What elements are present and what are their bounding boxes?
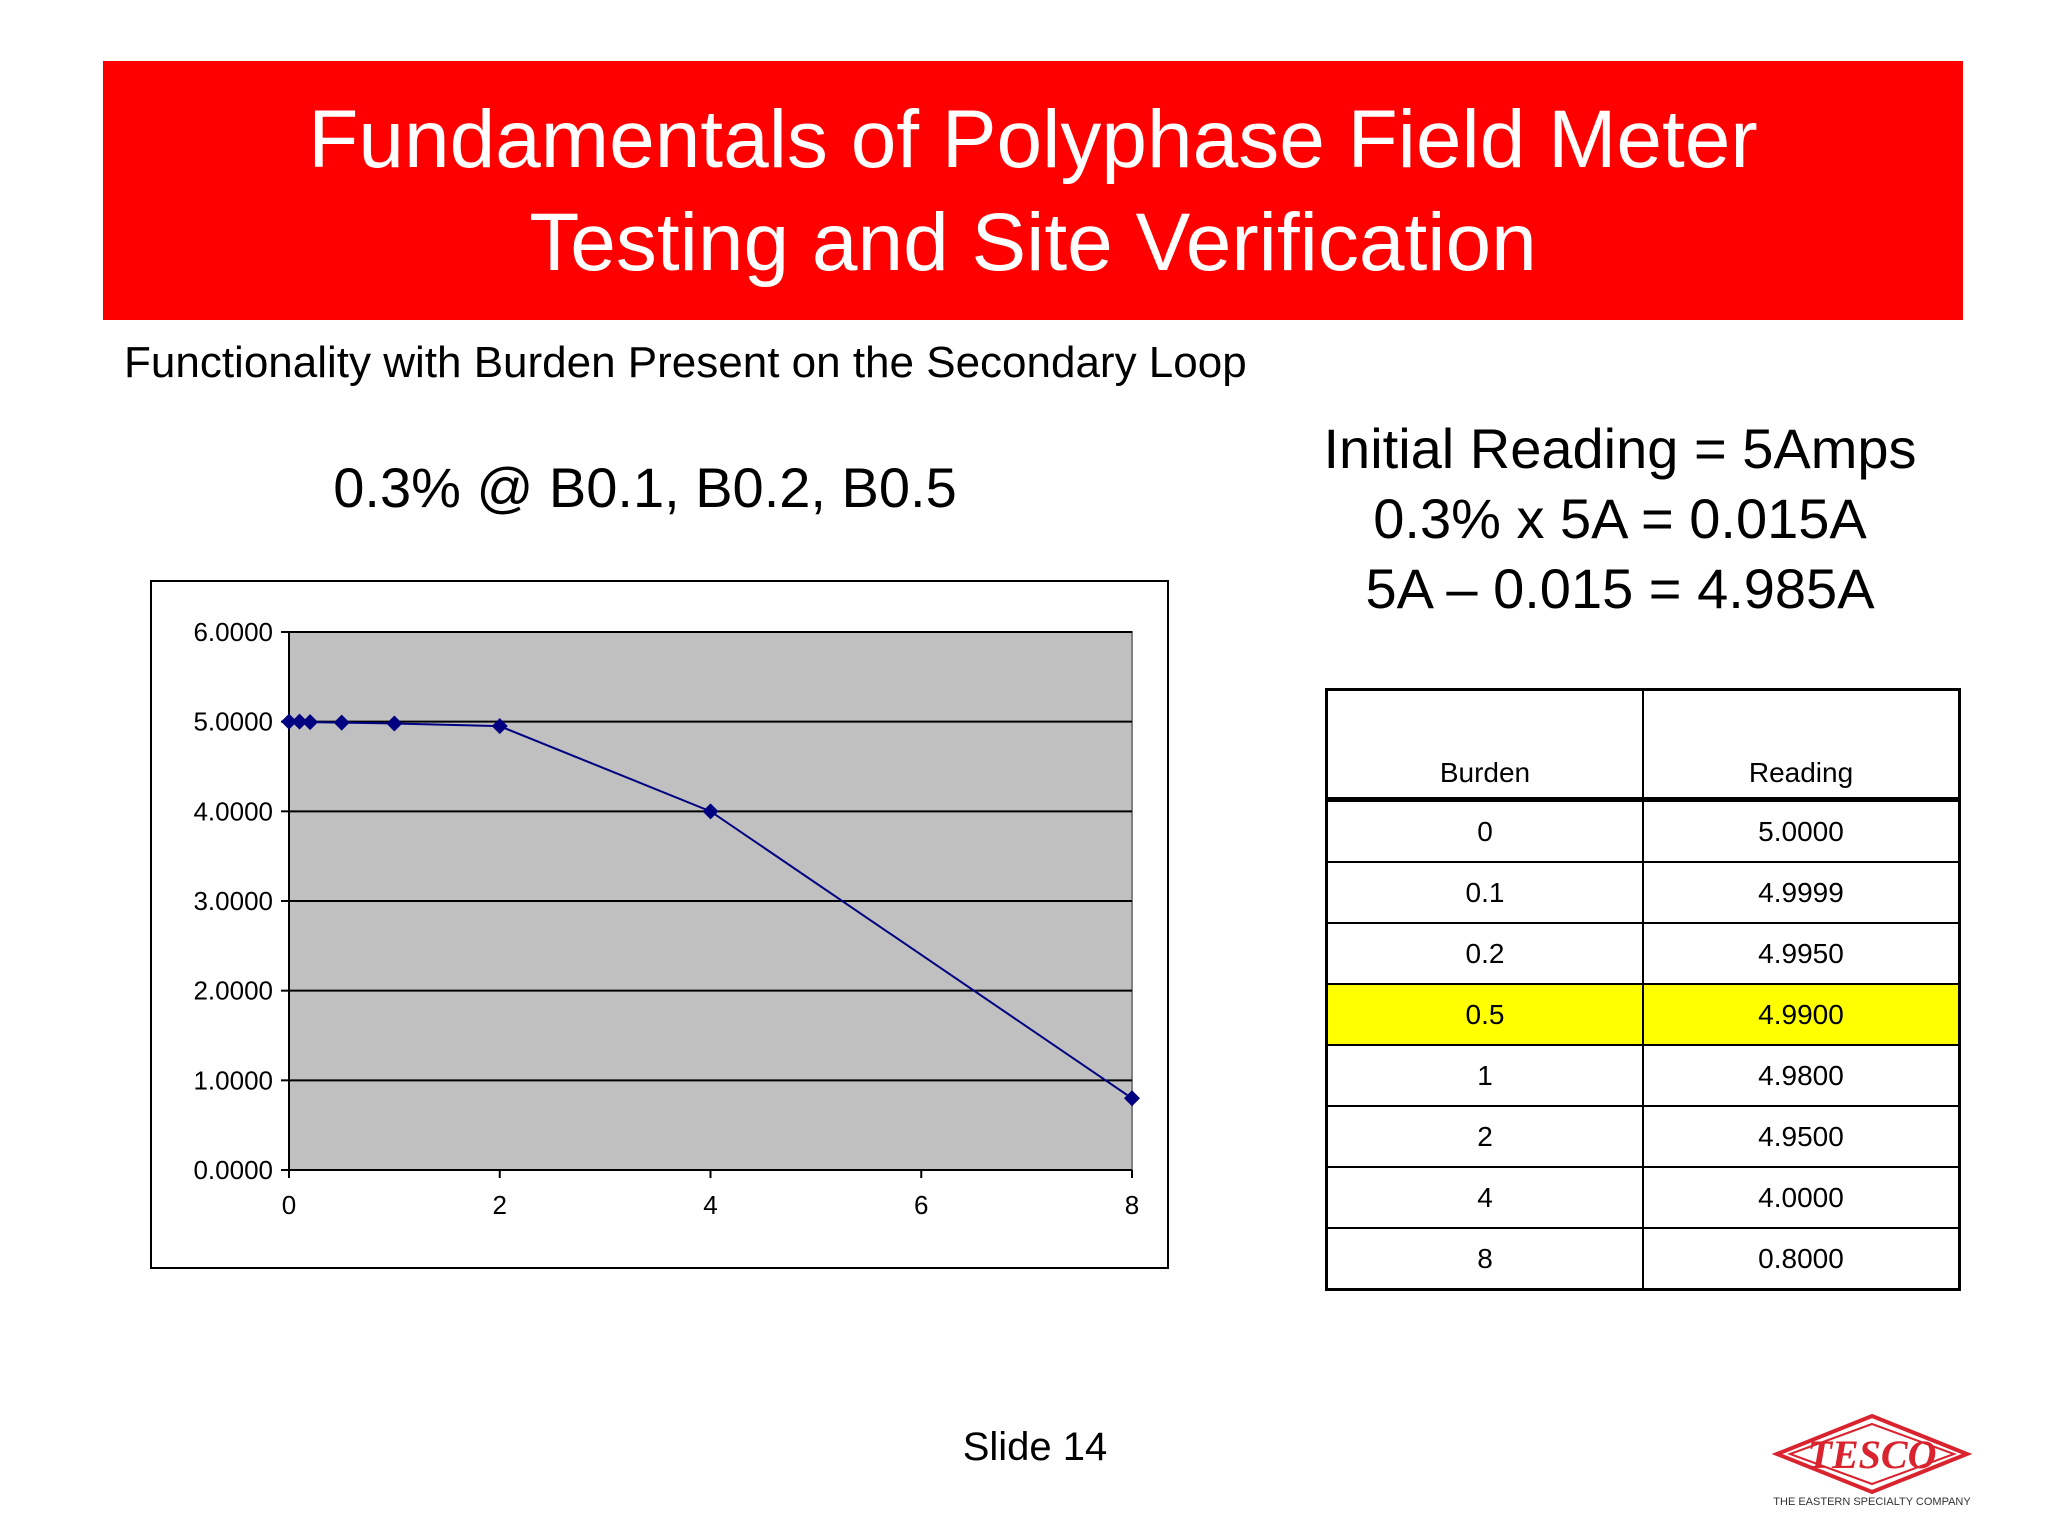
title-line-2: Testing and Site Verification (529, 196, 1537, 288)
slide-number: Slide 14 (962, 1425, 1108, 1469)
reading-cell: 4.9950 (1643, 923, 1960, 984)
chart-frame (150, 580, 1169, 1269)
title-line-1: Fundamentals of Polyphase Field Meter (308, 93, 1758, 185)
header-burden: Burden (1327, 690, 1644, 800)
table-row (1327, 1045, 1960, 1106)
reading-cell: 5.0000 (1643, 800, 1960, 863)
y-tick-label: 4.0000 (193, 796, 273, 827)
header-reading: Reading (1643, 690, 1960, 800)
x-tick-label: 6 (914, 1190, 929, 1220)
table-row (1327, 800, 1960, 863)
y-tick-label: 6.0000 (193, 617, 273, 647)
table-row (1327, 862, 1960, 923)
reading-cell: 0.8000 (1643, 1228, 1960, 1290)
y-tick-label: 2.0000 (193, 975, 273, 1006)
reading-cell: 4.0000 (1643, 1167, 1960, 1228)
table-row (1327, 1228, 1960, 1290)
svg-text:TESCO: TESCO (1807, 1432, 1937, 1477)
burden-cell: 4 (1327, 1167, 1644, 1228)
calculation-block (1270, 414, 1970, 624)
calc-line-2: 0.3% x 5A = 0.015A (1373, 487, 1867, 550)
calc-line-1: Initial Reading = 5Amps (1323, 417, 1917, 480)
reading-cell: 4.9800 (1643, 1045, 1960, 1106)
tesco-logo (1762, 1412, 1982, 1522)
y-tick-label: 0.0000 (193, 1155, 273, 1185)
reading-cell: 4.9500 (1643, 1106, 1960, 1167)
burden-cell: 0.5 (1327, 984, 1644, 1045)
table-row (1327, 923, 1960, 984)
reading-cell: 4.9900 (1643, 984, 1960, 1045)
table-row (1327, 1167, 1960, 1228)
x-tick-label: 0 (281, 1190, 297, 1220)
x-tick-label: 8 (1124, 1190, 1140, 1220)
x-tick-label: 2 (492, 1190, 507, 1220)
burden-cell: 8 (1327, 1228, 1644, 1290)
y-tick-label: 1.0000 (193, 1065, 273, 1096)
burden-cell: 1 (1327, 1045, 1644, 1106)
calc-line-3: 5A – 0.015 = 4.985A (1365, 557, 1875, 620)
burden-cell: 0.2 (1327, 923, 1644, 984)
title-banner (103, 61, 1963, 320)
x-tick-label: 4 (703, 1190, 718, 1220)
reading-cell: 4.9999 (1643, 862, 1960, 923)
burden-cell: 0 (1327, 800, 1644, 863)
table-row (1327, 984, 1960, 1045)
slide-subtitle: Functionality with Burden Present on the Secondary Loop (124, 338, 1247, 387)
burden-cell: 2 (1327, 1106, 1644, 1167)
tesco-logo-icon (1762, 1412, 1982, 1496)
table-header-row (1327, 690, 1960, 800)
table-row (1327, 1106, 1960, 1167)
burden-reading-table (1325, 688, 1961, 1291)
y-tick-label: 3.0000 (193, 886, 273, 916)
burden-reading-chart (152, 582, 1167, 1267)
y-tick-label: 5.0000 (193, 706, 273, 737)
logo-tagline: THE EASTERN SPECIALTY COMPANY (1773, 1496, 1971, 1508)
burden-cell: 0.1 (1327, 862, 1644, 923)
chart-heading: 0.3% @ B0.1, B0.2, B0.5 (333, 456, 957, 519)
